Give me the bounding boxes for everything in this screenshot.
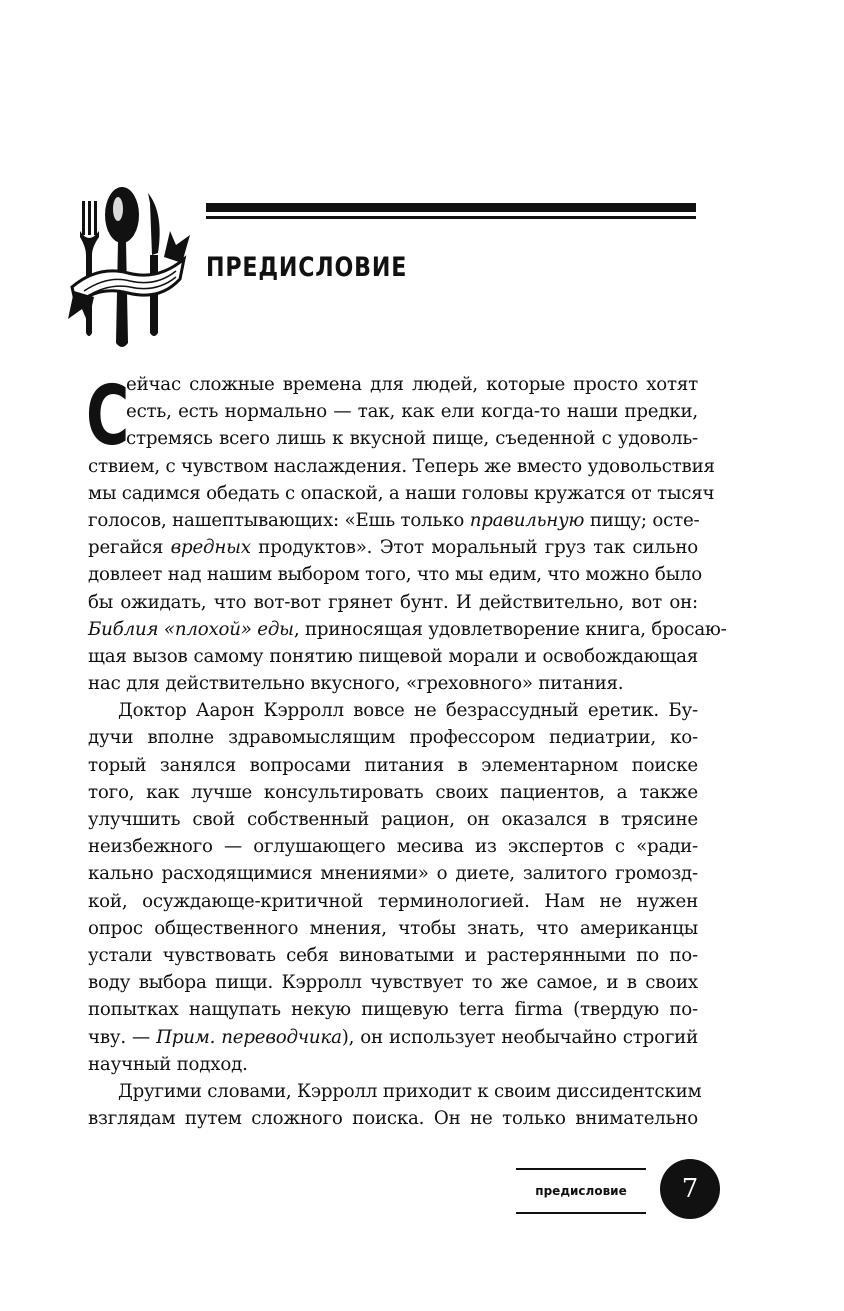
cutlery-ribbon-icon bbox=[68, 183, 190, 353]
drop-cap: С bbox=[86, 369, 130, 464]
text-segment: устали чувствовать себя виноватыми и растерянными по по- bbox=[88, 944, 698, 966]
header-rule-thick bbox=[206, 203, 696, 212]
text-segment: есть, есть нормально — так, как ели когда-то наши предки, bbox=[126, 401, 698, 423]
text-line bbox=[88, 561, 703, 588]
text-segment: ), он использует необычайно строгий bbox=[341, 1026, 698, 1048]
text-line bbox=[88, 1078, 702, 1105]
text-line bbox=[88, 860, 698, 887]
text-segment: неизбежного — оглушающего месива из экспертов с «ради- bbox=[88, 836, 698, 858]
header-rule-thin bbox=[206, 216, 696, 219]
text-segment: голосов, нашептывающих: «Ешь только bbox=[88, 509, 470, 531]
italic-emphasis: правильную bbox=[469, 509, 585, 531]
text-segment: стремясь всего лишь к вкусной пище, съеденной с удоволь- bbox=[126, 428, 698, 450]
text-segment: Другими словами, Кэрролл приходит к своим диссидентским bbox=[118, 1080, 702, 1102]
text-line bbox=[88, 724, 698, 751]
text-line bbox=[88, 915, 698, 942]
text-segment: ствием, с чувством наслаждения. Теперь же вместо удовольствия bbox=[88, 455, 715, 477]
text-line bbox=[88, 942, 698, 969]
chapter-title: ПРЕДИСЛОВИЕ bbox=[206, 252, 408, 283]
text-line bbox=[88, 1051, 698, 1078]
text-segment: взглядам путем сложного поиска. Он не только внимательно bbox=[88, 1108, 698, 1130]
page-number: 7 bbox=[681, 1174, 699, 1204]
text-line bbox=[88, 616, 727, 643]
text-line bbox=[88, 453, 715, 480]
text-line bbox=[88, 969, 698, 996]
text-segment: мы садимся обедать с опаской, а наши головы кружатся от тысяч bbox=[88, 482, 715, 504]
text-line bbox=[88, 425, 698, 452]
text-segment: нас для действительно вкусного, «греховного» питания. bbox=[88, 673, 624, 695]
text-segment: воду выбора пищи. Кэрролл чувствует то же самое, и в своих bbox=[88, 972, 698, 994]
text-segment: торый занялся вопросами питания в элементарном поиске bbox=[88, 754, 698, 776]
text-segment: Доктор Аарон Кэрролл вовсе не безрассудный еретик. Бу- bbox=[118, 700, 698, 722]
text-line bbox=[88, 888, 698, 915]
footer-rule-top bbox=[516, 1168, 646, 1170]
text-segment: научный подход. bbox=[88, 1053, 248, 1075]
text-segment: регайся bbox=[88, 537, 171, 559]
text-line bbox=[88, 1024, 698, 1051]
text-line bbox=[88, 507, 698, 534]
text-line bbox=[88, 589, 698, 616]
text-line bbox=[88, 697, 698, 724]
running-head: предисловие bbox=[535, 1184, 627, 1198]
text-segment: попытках нащупать некую пищевую terra firma (твердую по- bbox=[88, 999, 698, 1021]
text-segment: дучи вполне здравомыслящим профессором педиатрии, ко- bbox=[88, 727, 698, 749]
text-line bbox=[88, 534, 698, 561]
italic-emphasis: Прим. переводчика bbox=[156, 1026, 342, 1048]
text-segment: чву. — bbox=[88, 1026, 157, 1048]
text-segment: опрос общественного мнения, чтобы знать, что американцы bbox=[88, 917, 698, 939]
text-segment: щая вызов самому понятию пищевой морали и освобождающая bbox=[88, 645, 698, 667]
text-segment: бы ожидать, что вот-вот грянет бунт. И действительно, вот он: bbox=[88, 591, 698, 613]
text-segment: , приносящая удовлетворение книга, бросаю- bbox=[293, 618, 727, 640]
text-segment: продуктов». Этот моральный груз так сильно bbox=[250, 537, 699, 559]
text-line bbox=[88, 752, 698, 779]
text-segment: того, как лучше консультировать своих пациентов, а также bbox=[88, 781, 698, 803]
body-text bbox=[88, 371, 727, 1132]
text-line bbox=[88, 643, 698, 670]
text-segment: улучшить свой собственный рацион, он оказался в трясине bbox=[88, 809, 698, 830]
text-line bbox=[88, 670, 698, 697]
text-segment: ейчас сложные времена для людей, которые просто хотят bbox=[126, 374, 698, 395]
italic-emphasis: Библия «плохой» еды bbox=[88, 618, 294, 640]
text-line bbox=[88, 996, 698, 1023]
footer-rule-bottom bbox=[516, 1212, 646, 1214]
text-line bbox=[88, 398, 698, 425]
text-line bbox=[88, 480, 715, 507]
text-line bbox=[88, 806, 698, 833]
text-segment: кально расходящимися мнениями» о диете, залитого громозд- bbox=[88, 863, 698, 885]
text-line bbox=[88, 833, 698, 860]
text-segment: довлеет над нашим выбором того, что мы едим, что можно было bbox=[88, 564, 703, 586]
italic-emphasis: вредных bbox=[170, 537, 251, 559]
text-line bbox=[88, 371, 698, 398]
text-line bbox=[88, 779, 698, 806]
text-line bbox=[88, 1105, 698, 1132]
text-segment: пищу; осте- bbox=[584, 509, 700, 531]
text-segment: кой, осуждающе-критичной терминологией. Нам не нужен bbox=[88, 890, 698, 912]
